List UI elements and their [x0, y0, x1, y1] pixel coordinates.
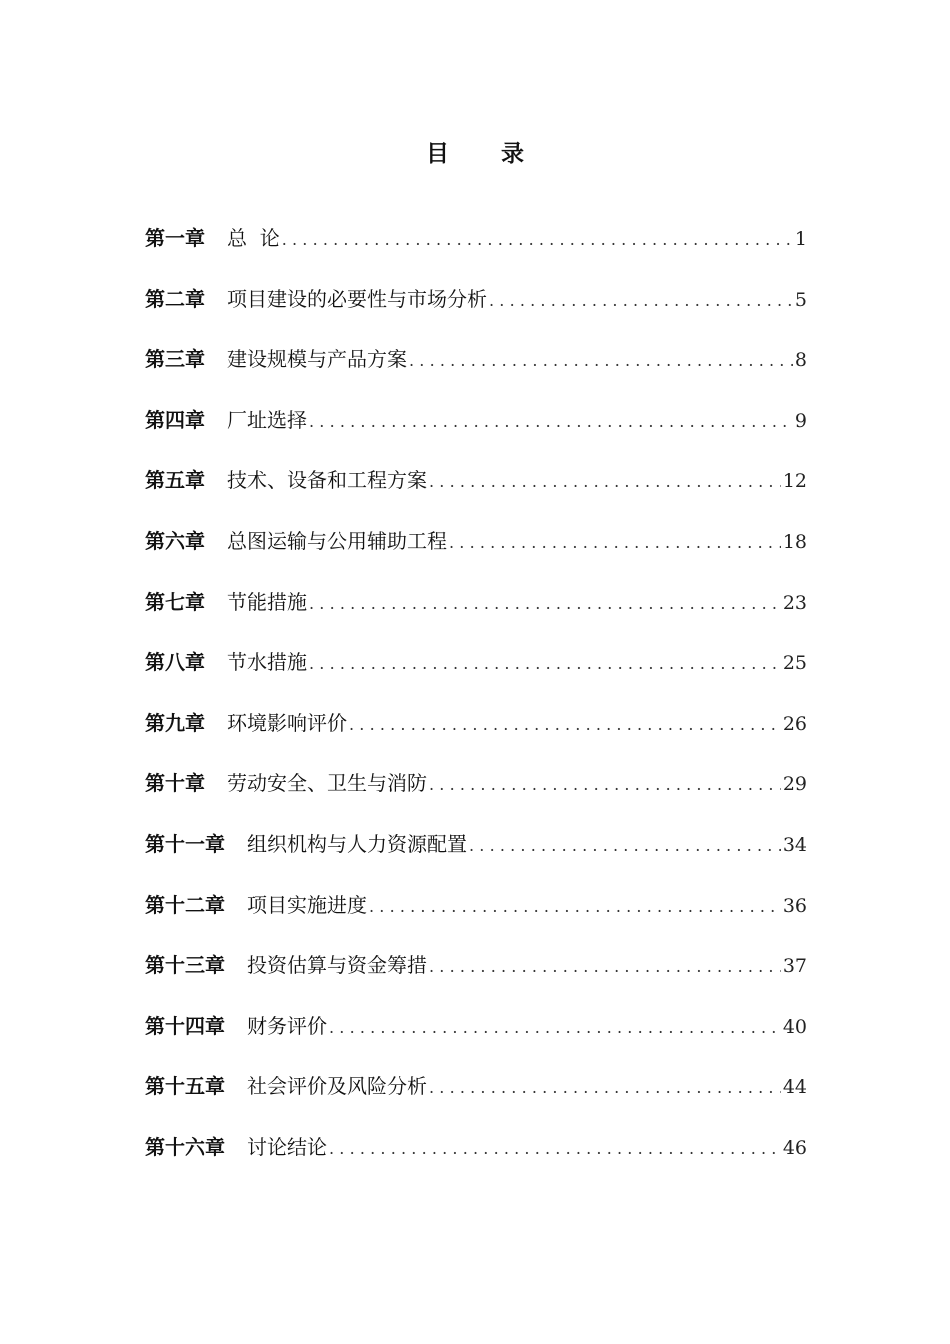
dot-leader	[369, 891, 781, 923]
chapter-number: 第十章	[145, 771, 205, 796]
chapter-number: 第十一章	[145, 831, 225, 856]
toc-entry[interactable]	[145, 1131, 807, 1192]
chapter-heading: 技术、设备和工程方案	[227, 468, 427, 493]
chapter-heading: 总图运输与公用辅助工程	[227, 528, 447, 553]
dot-leader	[309, 406, 793, 438]
dot-leader	[429, 466, 781, 498]
chapter-heading: 项目建设的必要性与市场分析	[227, 286, 487, 311]
chapter-heading: 总 论	[227, 226, 280, 250]
dot-leader	[489, 285, 793, 317]
toc-entry[interactable]	[145, 949, 807, 1010]
page-number: 36	[782, 894, 807, 917]
dot-leader	[282, 224, 793, 256]
page-number: 8	[794, 349, 807, 372]
chapter-heading: 建设规模与产品方案	[227, 347, 407, 372]
toc-entry[interactable]	[145, 767, 807, 828]
chapter-number: 第五章	[145, 468, 205, 493]
dot-leader	[429, 1072, 781, 1104]
toc-entry[interactable]	[145, 222, 807, 283]
chapter-heading: 组织机构与人力资源配置	[247, 831, 467, 856]
toc-entry[interactable]	[145, 586, 807, 647]
dot-leader	[429, 769, 781, 801]
toc-entry[interactable]	[145, 464, 807, 525]
toc-entry[interactable]	[145, 525, 807, 586]
chapter-number: 第一章	[145, 226, 205, 250]
toc-entry[interactable]	[145, 828, 807, 889]
page-number: 12	[782, 470, 807, 493]
chapter-heading: 厂址选择	[227, 407, 307, 432]
page-number: 23	[782, 591, 807, 614]
toc-entry[interactable]	[145, 646, 807, 707]
chapter-number: 第八章	[145, 650, 205, 675]
page-number: 34	[782, 833, 807, 856]
dot-leader	[329, 1133, 781, 1165]
toc-entry[interactable]	[145, 283, 807, 344]
chapter-heading: 项目实施进度	[247, 892, 367, 917]
chapter-heading: 节能措施	[227, 589, 307, 614]
chapter-heading: 环境影响评价	[227, 710, 347, 735]
page-title: 目 录	[425, 141, 546, 167]
dot-leader	[329, 1012, 781, 1044]
chapter-heading: 财务评价	[247, 1013, 327, 1038]
toc-entry[interactable]	[145, 343, 807, 404]
toc-entry[interactable]	[145, 1010, 807, 1071]
page-number: 5	[794, 288, 807, 311]
chapter-number: 第四章	[145, 407, 205, 432]
dot-leader	[429, 951, 781, 983]
table-of-contents	[145, 222, 807, 1192]
chapter-number: 第十六章	[145, 1134, 225, 1159]
chapter-heading: 劳动安全、卫生与消防	[227, 771, 427, 796]
dot-leader	[309, 648, 781, 680]
toc-entry[interactable]	[145, 707, 807, 768]
chapter-number: 第十五章	[145, 1074, 225, 1099]
page-number: 44	[782, 1076, 807, 1099]
chapter-heading: 投资估算与资金筹措	[247, 953, 427, 978]
chapter-heading: 节水措施	[227, 650, 307, 675]
page-number: 37	[782, 955, 807, 978]
page-number: 29	[782, 773, 807, 796]
dot-leader	[349, 709, 781, 741]
chapter-number: 第九章	[145, 710, 205, 735]
page-number: 46	[782, 1136, 807, 1159]
toc-entry[interactable]	[145, 404, 807, 465]
page-number: 40	[782, 1015, 807, 1038]
chapter-number: 第七章	[145, 589, 205, 614]
dot-leader	[449, 527, 781, 559]
page-number: 18	[782, 530, 807, 553]
chapter-heading: 讨论结论	[247, 1134, 327, 1159]
page-number: 9	[794, 409, 807, 432]
toc-entry[interactable]	[145, 1070, 807, 1131]
chapter-number: 第六章	[145, 528, 205, 553]
toc-entry[interactable]	[145, 889, 807, 950]
dot-leader	[309, 588, 781, 620]
page-number: 25	[782, 652, 807, 675]
chapter-number: 第十二章	[145, 892, 225, 917]
chapter-heading: 社会评价及风险分析	[247, 1074, 427, 1099]
chapter-number: 第二章	[145, 286, 205, 311]
chapter-number: 第十三章	[145, 953, 225, 978]
page-number: 26	[782, 712, 807, 735]
page-number: 1	[794, 228, 807, 250]
dot-leader	[469, 830, 781, 862]
dot-leader	[409, 345, 793, 377]
chapter-number: 第三章	[145, 347, 205, 372]
chapter-number: 第十四章	[145, 1013, 225, 1038]
